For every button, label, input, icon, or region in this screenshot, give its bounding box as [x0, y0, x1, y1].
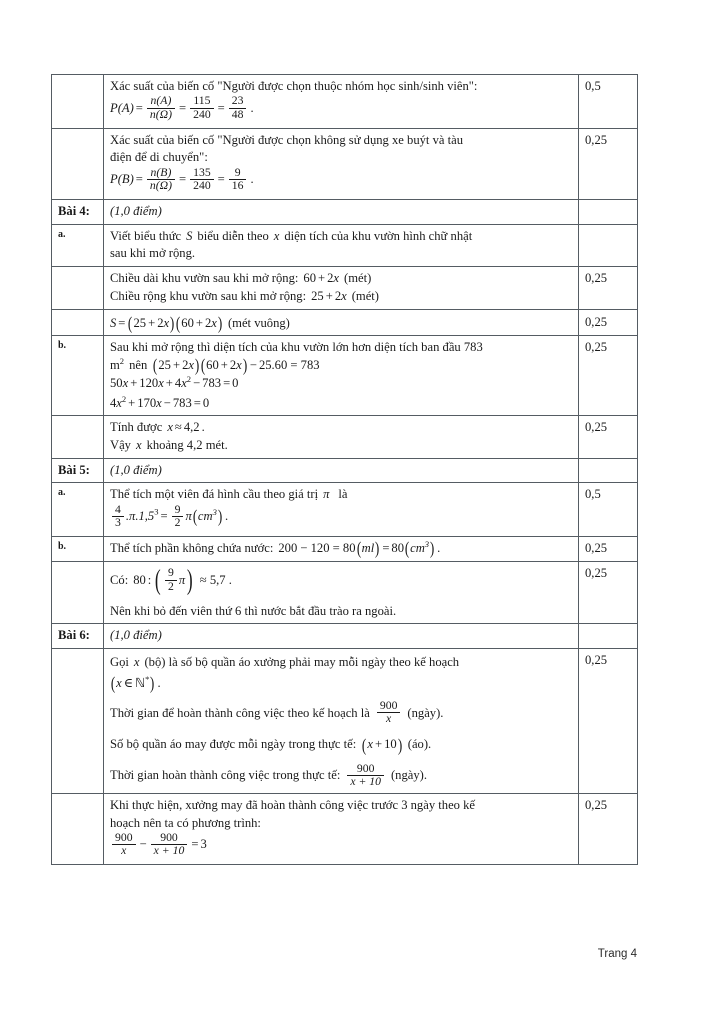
text-frag: (mét) [351, 288, 379, 303]
frac-denominator: 2 [167, 579, 174, 593]
math-pi: π [323, 487, 330, 502]
row-label-b: b. [52, 336, 104, 416]
frac-denominator: 240 [193, 107, 211, 121]
frac-900-xplus10 [347, 763, 384, 789]
score-cell: 0,25 [579, 128, 638, 199]
frac-numerator: 900 [377, 700, 401, 713]
statement-line [110, 419, 573, 436]
frac-denominator: 48 [231, 107, 244, 121]
frac-4-3 [112, 504, 124, 530]
table-row [52, 793, 638, 864]
text-frag: nên [129, 358, 148, 373]
score-cell: 0,25 [579, 537, 638, 562]
score-cell: 0,25 [579, 416, 638, 458]
text-frag: (bộ) là số bộ quần áo xưởng phải may mỗi ngày theo kế hoạch [144, 655, 460, 670]
frac-9-16 [229, 167, 247, 193]
text-frag: Chiều rộng khu vườn sau khi mở rộng: [110, 288, 307, 303]
frac-numerator: 9 [165, 567, 177, 580]
math-s: S [186, 228, 193, 243]
frac-numerator: 900 [112, 832, 136, 845]
math-approx-57: ≈ 5,7 . [199, 572, 232, 587]
table-row [52, 128, 638, 199]
frac-900-x [377, 700, 401, 726]
unit-cm3: $cm^3$ [410, 538, 430, 556]
math-x-value: 4,2 [183, 420, 200, 435]
frac-numerator: 9 [172, 504, 184, 517]
statement-line: sau khi mở rộng. [110, 246, 196, 261]
table-row [52, 267, 638, 309]
frac-denominator: 2 [174, 516, 181, 530]
text-frag: (mét) [344, 271, 372, 286]
table-row [52, 309, 638, 336]
row-label-a: a. [52, 224, 104, 266]
frac-nb-nomega [147, 167, 175, 193]
score-cell: 0,25 [579, 309, 638, 336]
frac-denominator: x [386, 712, 392, 726]
score-cell: 0,25 [579, 267, 638, 309]
table-row [52, 224, 638, 266]
math-80: 80 [391, 541, 405, 556]
text-frag: (mét vuông) [227, 315, 290, 330]
frac-23-48 [229, 95, 247, 121]
row-label [52, 793, 104, 864]
section-label-bai5: Bài 5: [52, 458, 104, 483]
math-x: x [133, 655, 140, 670]
frac-9-2 [172, 504, 184, 530]
formula-sphere-volume: $\frac{4}{3}$ $.\pi.1,5^3$ = $\frac{9}{2}$ $\pi(cm^3)$ . [110, 504, 573, 530]
frac-135-240 [190, 167, 214, 193]
statement-line: Sau khi mở rộng thì diện tích của khu vườn lớn hơn diện tích ban đầu 783 [110, 340, 483, 355]
score-cell [579, 624, 638, 649]
frac-denominator: n(Ω) [149, 107, 172, 121]
text-frag: Chiều dài khu vườn sau khi mở rộng: [110, 271, 299, 286]
statement-actual-time [110, 763, 573, 789]
math-natural-numbers: ℕ [135, 674, 146, 690]
row-content [104, 483, 579, 537]
score-cell [579, 224, 638, 266]
row-label [52, 416, 104, 458]
frac-numerator: 115 [190, 95, 214, 108]
formula-final-equation: $\frac{900}{x}$ − $\frac{900}{x + 10}$ = 3 [110, 832, 573, 858]
frac-9-2 [165, 567, 177, 593]
frac-numerator: 900 [347, 763, 384, 776]
unit-m2: $m^2$ [110, 355, 125, 373]
section-points-bai6: (1,0 điểm) [104, 624, 579, 649]
frac-900-xplus10 [151, 832, 188, 858]
frac-denominator: x [121, 844, 127, 858]
math-pi-times: .π.1,5 [125, 508, 155, 523]
row-label [52, 649, 104, 794]
row-content [104, 416, 579, 458]
text-frag: Thể tích phần không chứa nước: [110, 541, 274, 556]
frac-numerator: 23 [229, 95, 247, 108]
text-frag: diện tích của khu vườn hình chữ nhật [284, 228, 473, 243]
table-row [52, 75, 638, 129]
table-row-section-header [52, 199, 638, 224]
table-row [52, 649, 638, 794]
math-80: 80 [133, 572, 146, 587]
statement-line [110, 270, 573, 287]
text-frag: (ngày). [390, 767, 428, 782]
formula-area: S = (25 + 2x)(60 + 2x) (mét vuông) [110, 312, 290, 333]
math-s: S [110, 315, 117, 330]
table-row [52, 561, 638, 624]
row-label [52, 309, 104, 336]
formula-divide: Có: 80 : ( $\frac{9}{2}$ π) ≈ 5,7 . [110, 563, 232, 596]
frac-numerator: 900 [151, 832, 188, 845]
score-cell: 0,25 [579, 561, 638, 624]
text-frag: Viết biểu thức [110, 228, 182, 243]
row-content [104, 793, 579, 864]
page-footer: Trang 4 [597, 948, 637, 960]
statement-line: Xác suất của biến cố "Người được chọn thuộc nhóm học sinh/sinh viên": [110, 79, 478, 93]
table-row [52, 336, 638, 416]
text-frag: Thể tích một viên đá hình cầu theo giá trị [110, 487, 319, 502]
statement-line: Xác suất của biến cố "Người được chọn không sử dụng xe buýt và tàu [110, 132, 464, 147]
row-content [104, 224, 579, 266]
text-frag: Có: [110, 572, 129, 587]
text-frag: Tính được [110, 420, 163, 435]
formula-pb: P(B) = $\frac{n(B)}{n(\Omega)}$ = $\frac{135}{240}$ = $\frac{9}{16}$ . [110, 165, 254, 192]
text-frag: biểu diễn theo [197, 228, 269, 243]
frac-115-240 [190, 95, 214, 121]
text-frag: Thời gian hoàn thành công việc trong thực tế: [110, 767, 341, 782]
table-row [52, 416, 638, 458]
frac-numerator: 9 [229, 167, 247, 180]
statement-line: Nên khi bỏ đến viên thứ 6 thì nước bắt đầu trào ra ngoài. [110, 603, 397, 618]
row-content [104, 649, 579, 794]
row-label-b: b. [52, 537, 104, 562]
row-content [104, 128, 579, 199]
frac-numerator: n(A) [147, 95, 175, 108]
section-label-bai6: Bài 6: [52, 624, 104, 649]
text-frag: Gọi [110, 655, 129, 670]
section-label-bai4: Bài 4: [52, 199, 104, 224]
section-points-bai5: (1,0 điểm) [104, 458, 579, 483]
statement-line: điện để di chuyển": [110, 150, 208, 165]
table-row [52, 537, 638, 562]
table-row-section-header [52, 458, 638, 483]
text-frag: Thời gian để hoàn thành công việc theo kế hoạch là [110, 705, 370, 720]
math-area-sub: 25.60 = 783 [258, 358, 320, 373]
statement-plan-time [110, 701, 573, 727]
equation-line-1: $50x + 120x + 4x^2 - 783 = 0$ [110, 373, 239, 390]
frac-denominator: x + 10 [153, 844, 185, 858]
table-row [52, 483, 638, 537]
statement-line [110, 654, 573, 671]
frac-numerator: n(B) [147, 167, 175, 180]
math-pi: π [178, 572, 186, 587]
row-content [104, 537, 579, 562]
score-cell [579, 458, 638, 483]
row-label-a: a. [52, 483, 104, 537]
math-pi: π [185, 508, 192, 523]
unit-ml: ml [361, 541, 375, 556]
frac-denominator: 16 [231, 178, 244, 192]
frac-denominator: 3 [115, 516, 121, 530]
statement-line [110, 486, 573, 503]
score-cell: 0,5 [579, 75, 638, 129]
statement-line [110, 437, 573, 454]
unit-cm3: $cm^3$ [197, 506, 217, 523]
frac-na-nomega [147, 95, 175, 121]
math-width-expr: 25 + 2x [311, 288, 347, 303]
row-content [104, 336, 579, 416]
rubric-table [51, 74, 638, 865]
row-content [104, 309, 579, 336]
frac-numerator: 135 [190, 167, 214, 180]
text-frag: Số bộ quần áo may được mỗi ngày trong thực tế: [110, 737, 357, 752]
row-label [52, 128, 104, 199]
frac-denominator: n(Ω) [149, 178, 172, 192]
statement-line-math: $m^2$ nên (25 + 2x)(60 + 2x) − 25.60 = 783 [110, 355, 320, 376]
row-label [52, 561, 104, 624]
table-row-section-header [52, 624, 638, 649]
statement-line: Khi thực hiện, xưởng may đã hoàn thành công việc trước 3 ngày theo kế [110, 797, 475, 812]
math-length-expr: 60 + 2x [303, 271, 339, 286]
text-frag: Vậy [110, 437, 131, 452]
statement-line [110, 228, 573, 245]
math-3: 3 [200, 837, 207, 852]
statement-line-math: Thể tích phần không chứa nước: $200 - 120 = 80(ml) = 80(cm^3)$ . [110, 538, 441, 559]
statement-line [110, 288, 573, 305]
statement-line: hoạch nên ta có phương trình: [110, 815, 261, 830]
row-label [52, 75, 104, 129]
math-x: x [273, 228, 280, 243]
math-x: x [135, 437, 142, 452]
text-frag: là [338, 487, 348, 502]
frac-900-x [112, 832, 136, 858]
section-points-bai4: (1,0 điểm) [104, 199, 579, 224]
math-domain-x: (x ∈ ℕ*) . [110, 673, 161, 694]
frac-denominator: x + 10 [350, 775, 381, 789]
text-frag: khoảng 4,2 mét. [146, 437, 228, 452]
text-frag: (ngày). [407, 705, 444, 720]
score-cell: 0,25 [579, 649, 638, 794]
formula-pa: P(A) = $\frac{n(A)}{n(\Omega)}$ = $\frac{115}{240}$ = $\frac{23}{48}$ . [110, 94, 254, 121]
score-cell: 0,25 [579, 336, 638, 416]
statement-actual-output: Số bộ quần áo may được mỗi ngày trong thực tế: (x + 10) (áo). [110, 734, 432, 755]
score-cell [579, 199, 638, 224]
frac-numerator: 4 [112, 504, 124, 517]
frac-denominator: 240 [193, 178, 211, 192]
math-x-approx: x ≈ 4,2 . [167, 420, 205, 435]
row-content [104, 267, 579, 309]
math-water-calc: 200 − 120 = 80 [278, 541, 356, 556]
row-content [104, 561, 579, 624]
score-cell: 0,25 [579, 793, 638, 864]
equation-line-2: $4x^2 + 170x - 783 = 0$ [110, 393, 210, 410]
row-content [104, 75, 579, 129]
math-pb-symbol: P(B) [110, 171, 134, 186]
text-frag: (áo). [407, 737, 432, 752]
math-pa-symbol: P(A) [110, 100, 134, 115]
score-cell: 0,5 [579, 483, 638, 537]
row-label [52, 267, 104, 309]
